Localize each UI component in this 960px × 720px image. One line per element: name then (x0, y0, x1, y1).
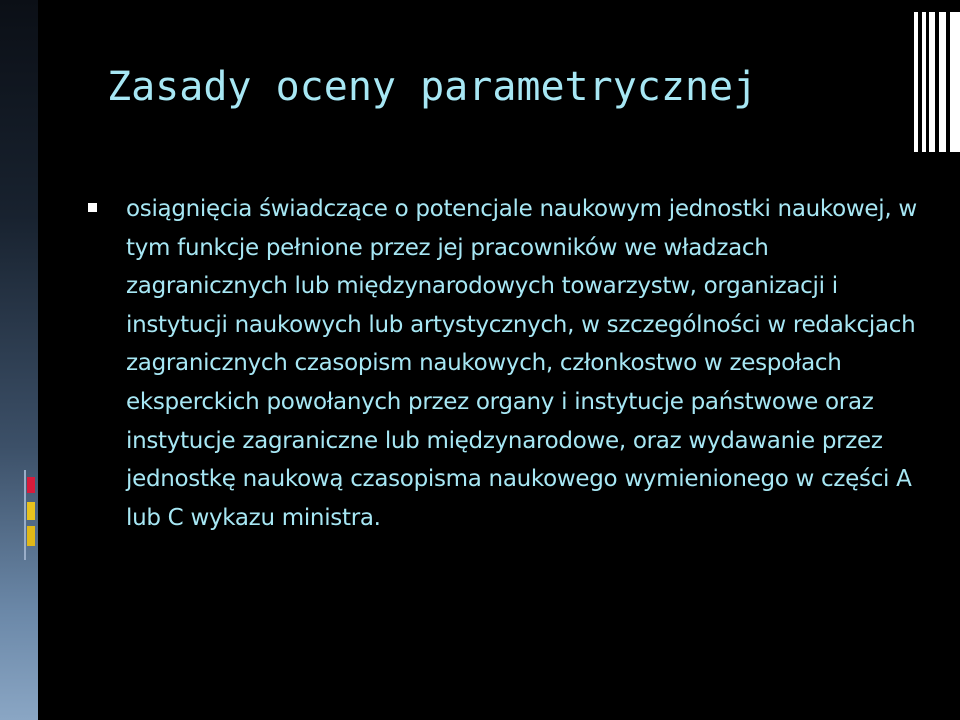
side-gradient-band (0, 0, 38, 720)
square-bullet-icon (88, 203, 97, 212)
slide-title: Zasady oceny parametrycznej (107, 64, 758, 110)
bullet-list (88, 190, 918, 537)
bar-1 (914, 12, 918, 152)
bar-4 (939, 12, 946, 152)
decorative-stripes (0, 430, 38, 550)
bar-5 (950, 12, 960, 152)
stripe-thin-line (24, 470, 26, 560)
stripe-yellow-1 (27, 502, 35, 520)
bar-3 (929, 12, 935, 152)
stripe-yellow-2 (27, 526, 35, 546)
vertical-bars-icon (914, 12, 960, 152)
bullet-item (88, 190, 918, 537)
bullet-text: osiągnięcia świadczące o potencjale naukowym jednostki naukowej, w tym funkcje pełnione przez jej pracowników we władzach zagranicznych lub międzynarodowych towarzystw, organizacji i instytucji naukowych lub artystycznych, w szczególności w redakcjach zagranicznych czasopism naukowych, członkostwo w zespołach eksperckich powołanych przez organy i instytucje państwowe oraz instytucje zagraniczne lub międzynarodowe, oraz wydawanie przez jednostkę naukową czasopisma naukowego wymienionego w części A lub C wykazu ministra. (126, 196, 917, 531)
bar-2 (922, 12, 926, 152)
stripe-red (27, 477, 35, 493)
